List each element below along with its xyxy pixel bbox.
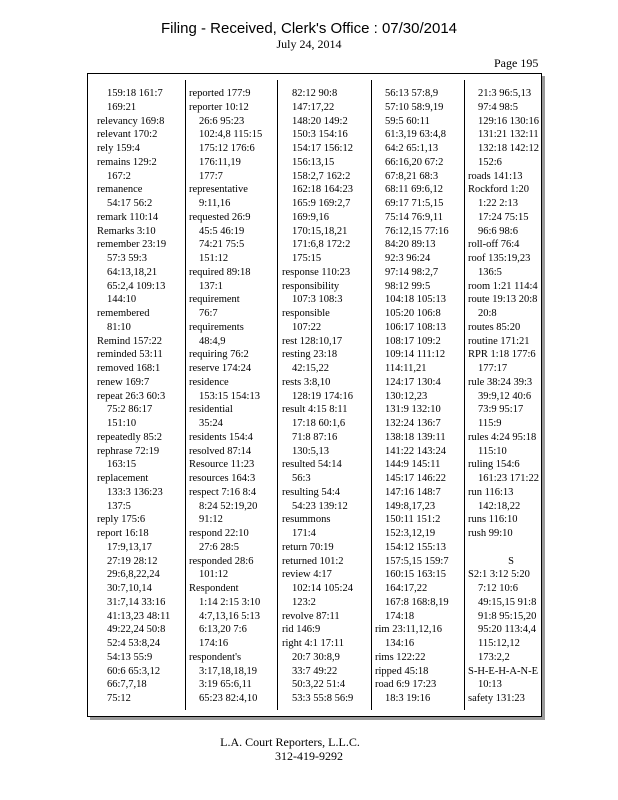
index-line: 175:15 bbox=[292, 253, 322, 264]
index-line: 102:14 105:24 bbox=[292, 583, 353, 594]
index-line: 17:18 60:1,6 bbox=[292, 418, 346, 429]
index-line: resulting 54:4 bbox=[282, 486, 341, 498]
index-line: 137:5 bbox=[107, 500, 131, 512]
index-line: 1:22 2:13 bbox=[478, 198, 518, 209]
index-line: 53:3 55:8 56:9 bbox=[292, 693, 354, 704]
index-line: requiring 76:2 bbox=[189, 349, 249, 361]
index-line: ruling 154:6 bbox=[468, 459, 520, 471]
index-line: relevancy 169:8 bbox=[97, 115, 165, 127]
index-line: 3:17,18,18,19 bbox=[199, 665, 258, 677]
footer-company: L.A. Court Reporters, L.L.C. bbox=[220, 735, 360, 749]
index-line: requirements bbox=[189, 321, 244, 333]
index-line: rules 4:24 95:18 bbox=[468, 431, 537, 443]
index-line: 26:6 95:23 bbox=[199, 115, 245, 127]
index-line: 84:20 89:13 bbox=[385, 239, 436, 251]
index-line: respect 7:16 8:4 bbox=[189, 486, 257, 498]
index-line: 142:18,22 bbox=[478, 500, 521, 512]
index-line: remains 129:2 bbox=[97, 156, 157, 168]
index-line: 130:5,13 bbox=[292, 445, 330, 457]
index-line: route 19:13 20:8 bbox=[468, 294, 538, 306]
index-line: 49:15,15 91:8 bbox=[478, 596, 537, 608]
index-line: 108:17 109:2 bbox=[385, 335, 441, 347]
index-line: 171:4 bbox=[292, 528, 316, 539]
index-line: 66:7,7,18 bbox=[107, 679, 147, 691]
index-box bbox=[87, 73, 542, 717]
index-line: renew 169:7 bbox=[97, 376, 150, 388]
index-line: 115:9 bbox=[478, 418, 502, 429]
index-line: reminded 53:11 bbox=[97, 349, 163, 361]
index-line: repeat 26:3 60:3 bbox=[97, 390, 166, 402]
index-line: rush 99:10 bbox=[468, 528, 513, 539]
index-line: 71:8 87:16 bbox=[292, 431, 338, 443]
index-line: 35:24 bbox=[199, 418, 223, 429]
index-line: 174:16 bbox=[199, 638, 229, 649]
index-line: 164:17,22 bbox=[385, 583, 428, 594]
index-line: 170:15,18,21 bbox=[292, 225, 348, 237]
index-line: 8:24 52:19,20 bbox=[199, 500, 258, 512]
index-line: 167:2 bbox=[107, 170, 131, 182]
index-line: ripped 45:18 bbox=[375, 665, 429, 677]
index-line: 138:18 139:11 bbox=[385, 431, 446, 443]
index-line: 75:14 76:9,11 bbox=[385, 211, 443, 223]
index-line: Remind 157:22 bbox=[97, 335, 163, 347]
index-line: return 70:19 bbox=[282, 541, 334, 553]
index-line: 130:12,23 bbox=[385, 390, 428, 402]
index-line: 68:11 69:6,12 bbox=[385, 184, 443, 196]
index-line: 163:15 bbox=[107, 459, 137, 471]
index-line: 171:6,8 172:2 bbox=[292, 239, 351, 251]
index-line: 173:2,2 bbox=[478, 651, 510, 663]
index-line: 115:10 bbox=[478, 445, 507, 457]
index-line: required 89:18 bbox=[189, 266, 251, 278]
index-line: 54:13 55:9 bbox=[107, 651, 153, 663]
index-line: revolve 87:11 bbox=[282, 610, 340, 622]
index-line: remembered bbox=[97, 308, 150, 319]
index-line: 17:24 75:15 bbox=[478, 211, 529, 223]
index-line: response 110:23 bbox=[282, 266, 351, 278]
index-line: rest 128:10,17 bbox=[282, 335, 343, 347]
index-line: 76:12,15 77:16 bbox=[385, 225, 449, 237]
index-line: resolved 87:14 bbox=[189, 445, 252, 457]
index-line: 39:9,12 40:6 bbox=[478, 390, 532, 402]
index-line: 56:13 57:8,9 bbox=[385, 88, 439, 99]
index-line: responded 28:6 bbox=[189, 555, 254, 567]
index-line: 154:17 156:12 bbox=[292, 143, 353, 154]
page-number: Page 195 bbox=[494, 56, 539, 70]
index-line: 57:10 58:9,19 bbox=[385, 101, 444, 113]
index-line: 158:2,7 162:2 bbox=[292, 170, 351, 182]
index-line: respond 22:10 bbox=[189, 528, 249, 539]
index-line: 149:8,17,23 bbox=[385, 500, 436, 512]
index-line: rim 23:11,12,16 bbox=[375, 624, 442, 636]
index-line: 151:10 bbox=[107, 418, 137, 429]
index-line: responsible bbox=[282, 308, 330, 319]
index-line: 31:7,14 33:16 bbox=[107, 596, 166, 608]
index-line: residence bbox=[189, 376, 229, 388]
index-line: reporter 10:12 bbox=[189, 101, 249, 113]
index-line: 59:5 60:11 bbox=[385, 115, 430, 127]
index-line: 152:3,12,19 bbox=[385, 528, 436, 539]
index-line: 75:2 86:17 bbox=[107, 404, 153, 416]
index-line: 64:13,18,21 bbox=[107, 266, 158, 278]
index-line: 165:9 169:2,7 bbox=[292, 198, 351, 209]
index-line: 131:21 132:11 bbox=[478, 129, 539, 141]
index-line: 27:19 28:12 bbox=[107, 555, 158, 567]
index-line: review 4:17 bbox=[282, 569, 332, 581]
index-column-1 bbox=[97, 87, 183, 708]
index-line: 150:3 154:16 bbox=[292, 129, 348, 141]
index-line: 17:9,13,17 bbox=[107, 541, 152, 553]
index-line: 10:13 bbox=[478, 679, 502, 691]
transcript-date: July 24, 2014 bbox=[276, 37, 342, 51]
index-line: 169:9,16 bbox=[292, 211, 330, 223]
index-line: 174:18 bbox=[385, 610, 415, 622]
index-line: run 116:13 bbox=[468, 486, 514, 498]
index-line: 27:6 28:5 bbox=[199, 541, 239, 553]
index-line: 18:3 19:16 bbox=[385, 693, 431, 704]
index-line: responsibility bbox=[282, 280, 340, 292]
index-line: residential bbox=[189, 404, 233, 416]
index-line: roof 135:19,23 bbox=[468, 253, 531, 264]
index-line: returned 101:2 bbox=[282, 555, 344, 567]
index-line: 9:11,16 bbox=[199, 198, 231, 209]
index-line: 123:2 bbox=[292, 596, 316, 608]
index-line: resources 164:3 bbox=[189, 473, 256, 484]
index-line: replacement bbox=[97, 473, 149, 484]
index-line: report 16:18 bbox=[97, 528, 149, 539]
index-line: roll-off 76:4 bbox=[468, 239, 520, 251]
index-line: 159:18 161:7 bbox=[107, 88, 163, 99]
index-line: 177:17 bbox=[478, 363, 508, 374]
index-line: 153:15 154:13 bbox=[199, 390, 260, 402]
index-line: Respondent bbox=[189, 583, 239, 594]
index-line: 65:2,4 109:13 bbox=[107, 280, 166, 292]
index-line: 104:18 105:13 bbox=[385, 294, 446, 306]
index-line: requested 26:9 bbox=[189, 211, 251, 223]
index-line: 176:11,19 bbox=[199, 156, 241, 168]
index-line: 131:9 132:10 bbox=[385, 404, 441, 416]
index-line: 82:12 90:8 bbox=[292, 88, 338, 99]
index-line: S2:1 3:12 5:20 bbox=[468, 569, 530, 581]
index-line: 56:3 bbox=[292, 473, 311, 484]
index-line: 7:12 10:6 bbox=[478, 583, 518, 594]
index-line: 29:6,8,22,24 bbox=[107, 569, 160, 581]
index-line: 147:16 148:7 bbox=[385, 486, 441, 498]
index-line: 45:5 46:19 bbox=[199, 225, 245, 237]
index-line: 60:6 65:3,12 bbox=[107, 665, 161, 677]
column-divider bbox=[277, 80, 278, 710]
index-line: 20:7 30:8,9 bbox=[292, 651, 340, 663]
index-line: 73:9 95:17 bbox=[478, 404, 524, 416]
index-line: 49:22,24 50:8 bbox=[107, 624, 166, 636]
index-line: 95:20 113:4,4 bbox=[478, 624, 536, 636]
index-line: remark 110:14 bbox=[97, 211, 159, 223]
index-column-2 bbox=[189, 87, 275, 708]
index-line: 1:14 2:15 3:10 bbox=[199, 596, 261, 608]
index-line: RPR 1:18 177:6 bbox=[468, 349, 536, 361]
index-line: 132:18 142:12 bbox=[478, 143, 539, 154]
index-line: 177:7 bbox=[199, 170, 223, 182]
index-line: roads 141:13 bbox=[468, 170, 523, 182]
index-line: 48:4,9 bbox=[199, 335, 226, 347]
column-divider bbox=[371, 80, 372, 710]
index-line: 162:18 164:23 bbox=[292, 184, 353, 196]
index-line: 129:16 130:16 bbox=[478, 115, 539, 127]
index-line: reserve 174:24 bbox=[189, 363, 252, 374]
index-line: 115:12,12 bbox=[478, 638, 520, 649]
index-line: runs 116:10 bbox=[468, 514, 518, 526]
index-line: 160:15 163:15 bbox=[385, 569, 446, 581]
index-line: requirement bbox=[189, 294, 240, 306]
column-divider bbox=[185, 80, 186, 710]
index-line: 148:20 149:2 bbox=[292, 115, 348, 127]
index-line: S bbox=[508, 555, 514, 567]
index-line: 41:13,23 48:11 bbox=[107, 610, 171, 622]
index-line: 81:10 bbox=[107, 321, 131, 333]
index-line: 65:23 82:4,10 bbox=[199, 693, 258, 704]
index-line: 150:11 151:2 bbox=[385, 514, 441, 526]
index-line: 3:19 65:6,11 bbox=[199, 679, 252, 691]
index-line: 66:16,20 67:2 bbox=[385, 156, 444, 168]
index-line: rims 122:22 bbox=[375, 651, 426, 663]
index-line: 96:6 98:6 bbox=[478, 225, 518, 237]
index-column-3 bbox=[282, 87, 368, 708]
index-line: Remarks 3:10 bbox=[97, 225, 156, 237]
index-line: 102:4,8 115:15 bbox=[199, 129, 263, 141]
index-line: 64:2 65:1,13 bbox=[385, 143, 439, 154]
index-line: 144:9 145:11 bbox=[385, 459, 441, 471]
index-line: residents 154:4 bbox=[189, 431, 253, 443]
index-line: 91:8 95:15,20 bbox=[478, 610, 537, 622]
index-line: 107:3 108:3 bbox=[292, 294, 343, 306]
index-line: 145:17 146:22 bbox=[385, 473, 446, 484]
index-line: 136:5 bbox=[478, 266, 502, 278]
index-line: reported 177:9 bbox=[189, 88, 251, 99]
index-line: 52:4 53:8,24 bbox=[107, 638, 161, 649]
index-line: 69:17 71:5,15 bbox=[385, 198, 444, 209]
index-line: repeatedly 85:2 bbox=[97, 431, 163, 443]
index-line: 54:17 56:2 bbox=[107, 198, 153, 209]
index-line: routes 85:20 bbox=[468, 321, 521, 333]
index-line: routine 171:21 bbox=[468, 335, 530, 347]
index-line: 147:17,22 bbox=[292, 101, 335, 113]
index-line: 154:12 155:13 bbox=[385, 541, 446, 553]
index-line: 92:3 96:24 bbox=[385, 253, 431, 264]
index-line: right 4:1 17:11 bbox=[282, 638, 345, 649]
index-line: reply 175:6 bbox=[97, 514, 146, 526]
index-line: rephrase 72:19 bbox=[97, 445, 160, 457]
index-line: rid 146:9 bbox=[282, 624, 321, 636]
index-line: Resource 11:23 bbox=[189, 459, 255, 471]
index-line: 106:17 108:13 bbox=[385, 321, 446, 333]
footer-phone: 312-419-9292 bbox=[275, 749, 343, 763]
index-line: rely 159:4 bbox=[97, 143, 140, 154]
index-line: 97:4 98:5 bbox=[478, 101, 518, 113]
index-line: resting 23:18 bbox=[282, 349, 338, 361]
index-line: 157:5,15 159:7 bbox=[385, 555, 449, 567]
index-line: remanence bbox=[97, 184, 143, 196]
index-line: S-H-E-H-A-N-E bbox=[468, 665, 538, 677]
index-line: 133:3 136:23 bbox=[107, 486, 163, 498]
index-line: 137:1 bbox=[199, 280, 223, 292]
index-column-5 bbox=[468, 87, 554, 708]
index-line: 156:13,15 bbox=[292, 156, 335, 168]
index-line: 91:12 bbox=[199, 514, 223, 526]
index-line: 42:15,22 bbox=[292, 363, 330, 374]
index-line: 54:23 139:12 bbox=[292, 500, 348, 512]
index-line: rests 3:8,10 bbox=[282, 376, 331, 388]
index-line: 161:23 171:22 bbox=[478, 473, 539, 484]
index-line: room 1:21 114:4 bbox=[468, 280, 538, 292]
index-line: 75:12 bbox=[107, 693, 131, 704]
index-line: 141:22 143:24 bbox=[385, 445, 446, 457]
index-line: 76:7 bbox=[199, 308, 218, 319]
index-line bbox=[468, 541, 554, 555]
index-line: road 6:9 17:23 bbox=[375, 679, 437, 691]
index-line: 4:7,13,16 5:13 bbox=[199, 610, 260, 622]
index-line: 61:3,19 63:4,8 bbox=[385, 129, 446, 141]
index-line: 67:8,21 68:3 bbox=[385, 170, 439, 182]
index-line: 20:8 bbox=[478, 308, 497, 319]
index-line: resummons bbox=[282, 514, 331, 526]
index-line: 144:10 bbox=[107, 294, 137, 306]
index-line: result 4:15 8:11 bbox=[282, 404, 348, 416]
index-line: remember 23:19 bbox=[97, 239, 167, 251]
index-line: 33:7 49:22 bbox=[292, 665, 338, 677]
index-line: resulted 54:14 bbox=[282, 459, 342, 471]
index-line: 109:14 111:12 bbox=[385, 349, 446, 361]
index-line: 30:7,10,14 bbox=[107, 583, 152, 594]
index-line: 74:21 75:5 bbox=[199, 239, 245, 251]
index-line: 152:6 bbox=[478, 156, 502, 168]
index-line: 169:21 bbox=[107, 101, 137, 113]
index-line: 6:13,20 7:6 bbox=[199, 624, 247, 636]
filing-stamp: Filing - Received, Clerk's Office : 07/30/2014 bbox=[160, 20, 458, 37]
index-line: 134:16 bbox=[385, 638, 415, 649]
index-line: Rockford 1:20 bbox=[468, 184, 529, 196]
index-line: 21:3 96:5,13 bbox=[478, 88, 532, 99]
index-line: 114:11,21 bbox=[385, 363, 427, 374]
index-line: 98:12 99:5 bbox=[385, 280, 431, 292]
index-line: rule 38:24 39:3 bbox=[468, 376, 533, 388]
index-line: 132:24 136:7 bbox=[385, 418, 441, 429]
index-line: 107:22 bbox=[292, 321, 322, 333]
index-line: 101:12 bbox=[199, 569, 229, 581]
index-line: 57:3 59:3 bbox=[107, 253, 147, 264]
index-line: safety 131:23 bbox=[468, 693, 525, 704]
index-line: 128:19 174:16 bbox=[292, 390, 353, 402]
column-divider bbox=[464, 80, 465, 710]
index-line: 97:14 98:2,7 bbox=[385, 266, 439, 278]
index-line: 151:12 bbox=[199, 253, 229, 264]
index-line: 175:12 176:6 bbox=[199, 143, 255, 154]
index-column-4 bbox=[375, 87, 463, 708]
index-line: relevant 170:2 bbox=[97, 129, 158, 141]
index-line: 167:8 168:8,19 bbox=[385, 596, 449, 608]
index-line: 50:3,22 51:4 bbox=[292, 679, 346, 691]
index-line: removed 168:1 bbox=[97, 363, 161, 374]
index-line: 105:20 106:8 bbox=[385, 308, 441, 319]
index-line: 124:17 130:4 bbox=[385, 376, 441, 388]
index-line: representative bbox=[189, 184, 248, 196]
index-line: respondent's bbox=[189, 651, 242, 663]
